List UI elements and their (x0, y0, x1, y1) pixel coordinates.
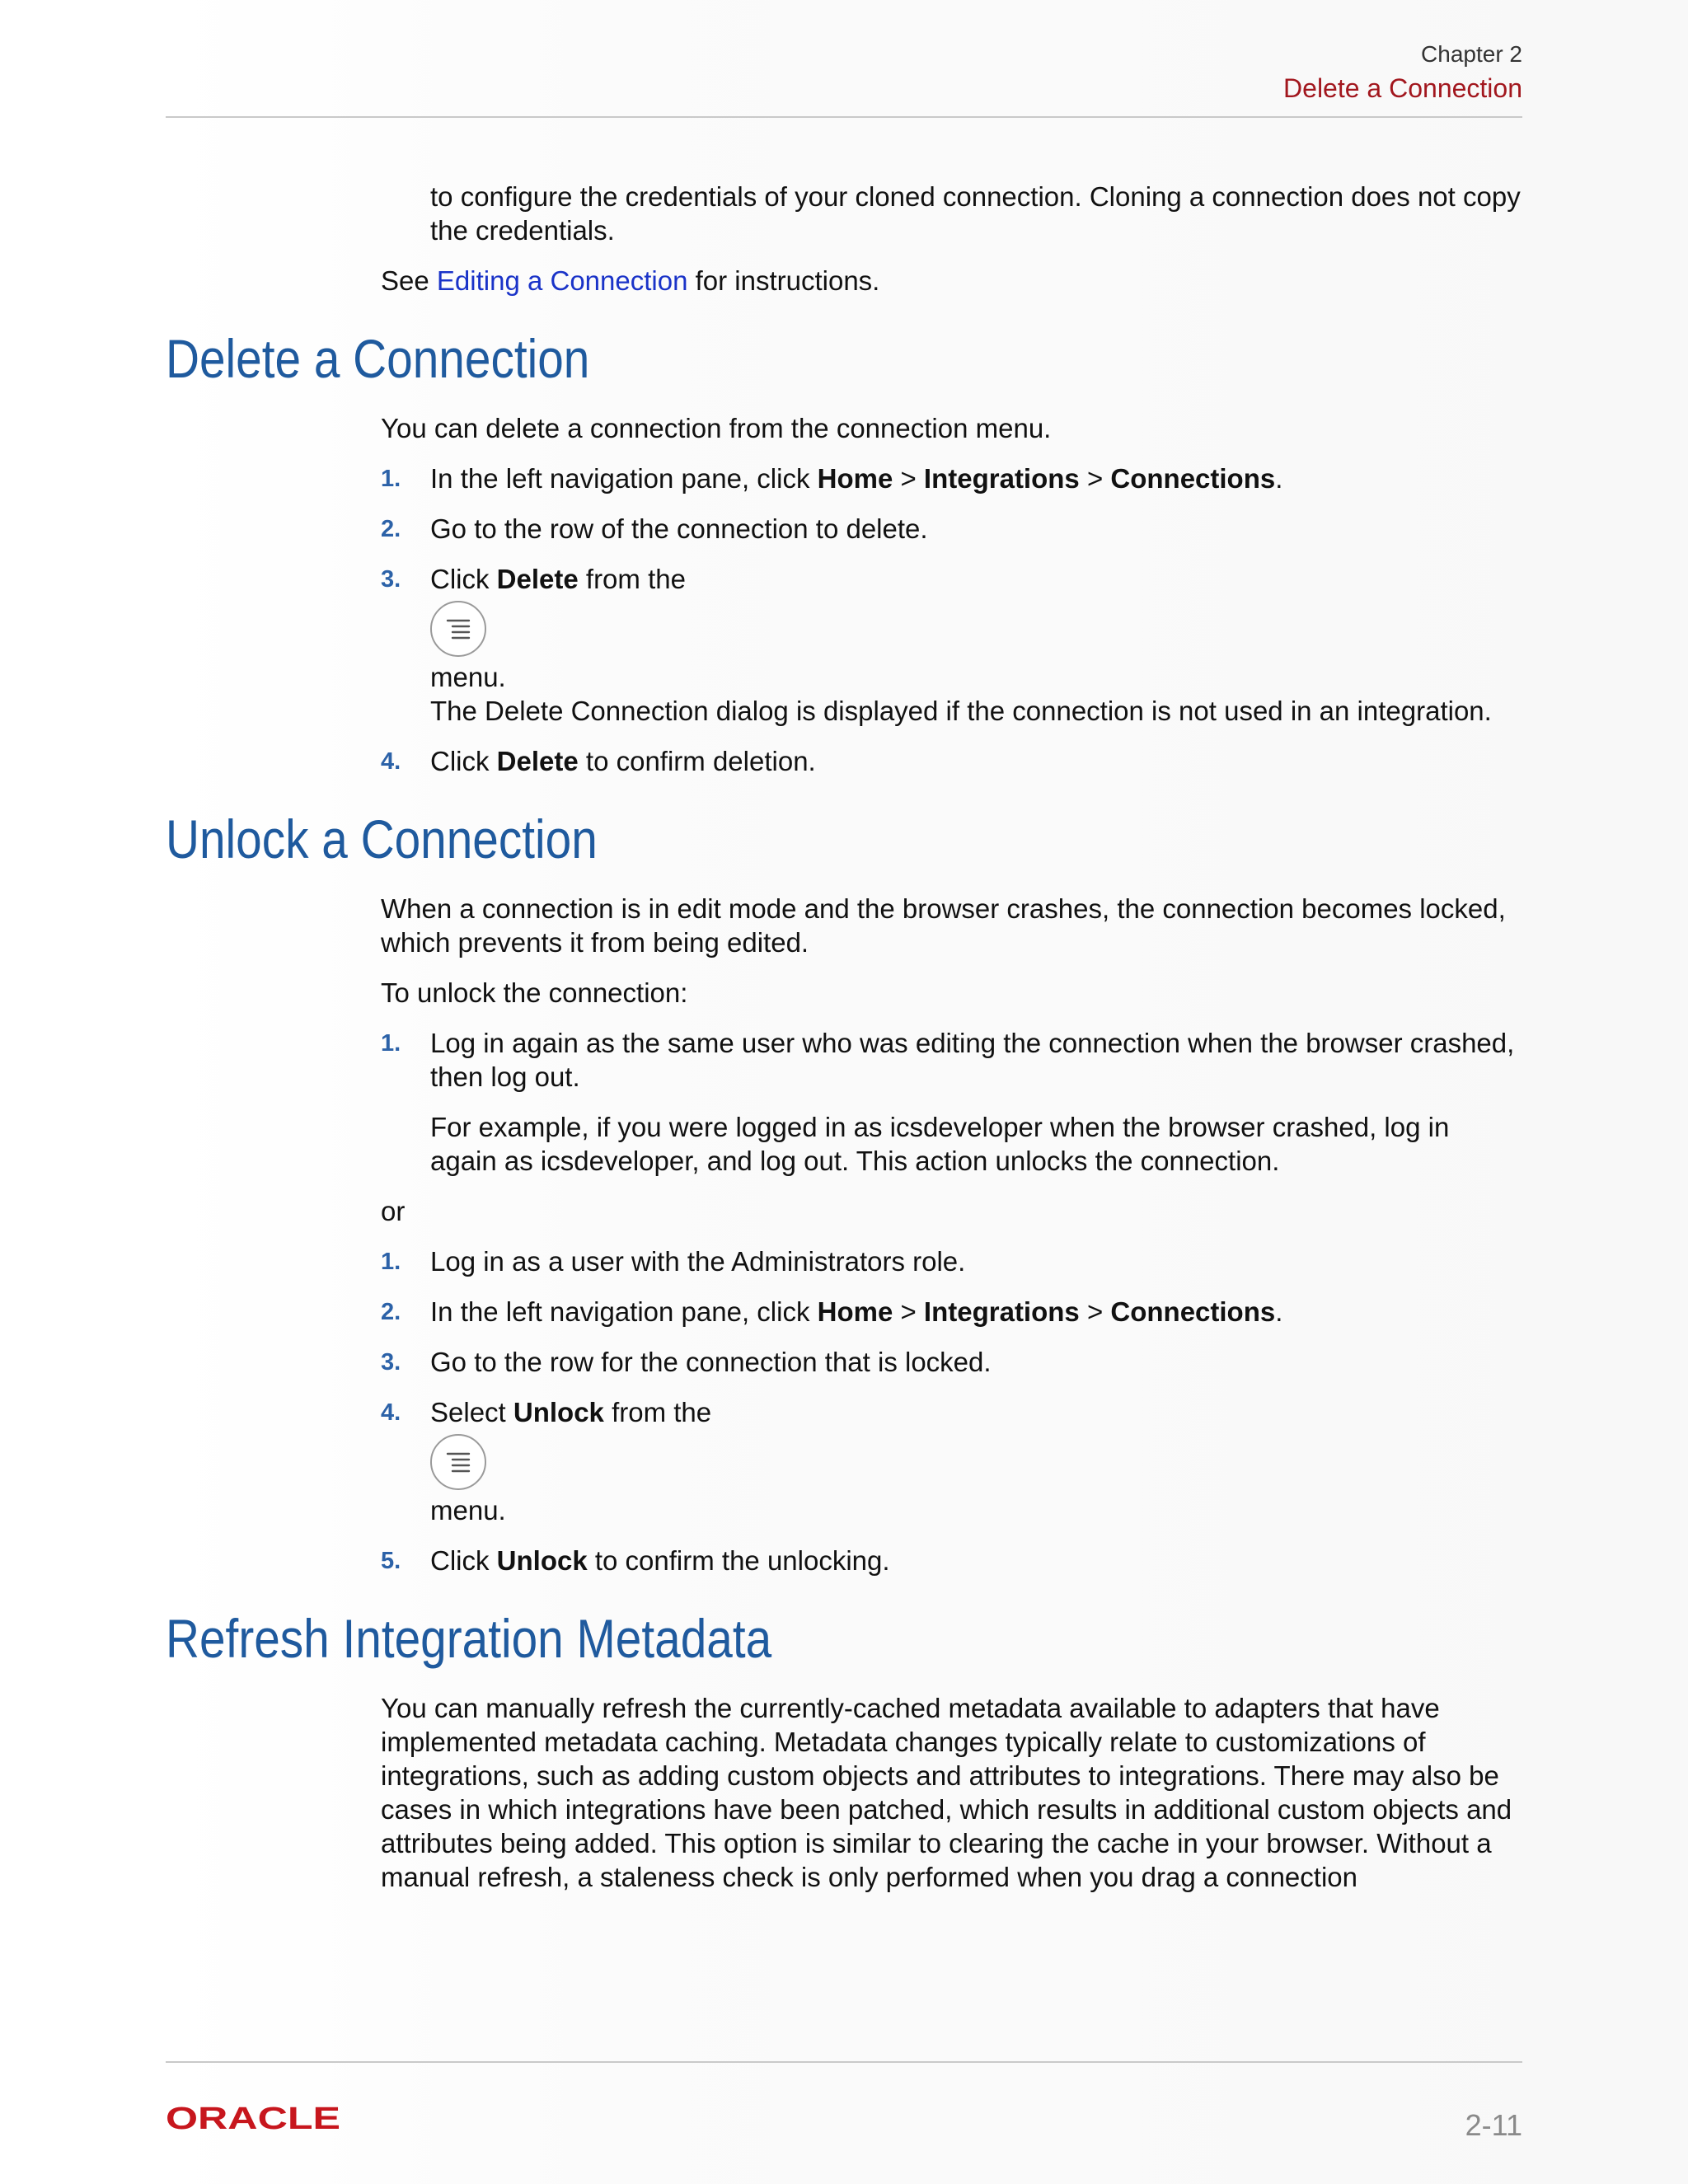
see-also (381, 264, 1522, 298)
logo-text: ORACLE (166, 2103, 340, 2131)
list-item: 4. Select Unlock from the menu. (381, 1397, 712, 1526)
step-note: The Delete Connection dialog is displayed if the connection is not used in an integration. (430, 696, 1492, 726)
step-number: 2. (381, 516, 401, 542)
list-item: 1. In the left navigation pane, click Home > Integrations > Connections. (381, 462, 1522, 495)
unlock-steps-b (381, 1244, 1522, 1577)
step-number: 4. (381, 1399, 401, 1426)
continued-text (381, 180, 1522, 298)
unlock-connection-section (166, 806, 1522, 1577)
list-item: 1. Log in again as the same user who was editing the connection when the browser crashed, then log out. For example, if you were logged in as icsdeveloper when the browser crashed, log in again as icsdeveloper, and log out. This action unlocks the connection. (381, 1026, 1522, 1178)
page-number: 2-11 (1465, 2108, 1522, 2142)
step-number: 1. (381, 1249, 401, 1275)
page-content (166, 180, 1522, 1910)
integrations-label: Integrations (923, 1296, 1080, 1327)
unlock-steps-a (381, 1026, 1522, 1178)
unlock-label: Unlock (513, 1397, 604, 1427)
connections-label: Connections (1110, 463, 1276, 494)
delete-steps (381, 462, 1522, 778)
step-number: 3. (381, 1349, 401, 1376)
step-number: 5. (381, 1548, 401, 1574)
editing-a-connection-link[interactable]: Editing a Connection (436, 265, 688, 296)
delete-intro: You can delete a connection from the connection menu. (381, 413, 1052, 443)
list-item: 2. Go to the row of the connection to delete. (381, 512, 1522, 546)
or-separator: or (381, 1196, 406, 1226)
see-prefix: See (381, 265, 437, 296)
delete-connection-section (166, 326, 1522, 778)
continued-paragraph: to configure the credentials of your cloned connection. Cloning a connection does not copy the credentials. (430, 181, 1521, 246)
list-item: 4. Click Delete to confirm deletion. (381, 744, 1522, 778)
unlock-intro: When a connection is in edit mode and the browser crashes, the connection becomes locked, which prevents it from being edited. (381, 893, 1506, 958)
footer-divider (166, 2061, 1522, 2063)
refresh-body: You can manually refresh the currently-cached metadata available to adapters that have implemented metadata caching. Metadata changes typically relate to customizations of integrations, such as adding custom objects and attributes to integrations. There may also be cases in which integrations have been patched, which results in additional custom objects and attributes being added. This option is similar to clearing the cache in your browser. Without a manual refresh, a staleness check is only performed when you drag a connection (381, 1693, 1512, 1892)
delete-label: Delete (496, 746, 579, 776)
unlock-connection-heading: Unlock a Connection (166, 808, 598, 869)
refresh-metadata-heading: Refresh Integration Metadata (166, 1608, 772, 1669)
delete-connection-heading: Delete a Connection (166, 328, 590, 389)
list-item: 3. Click Delete from the menu. The Delete Connection dialog is displayed if the connection is not used in an integration. (381, 562, 1522, 728)
step-number: 1. (381, 1030, 401, 1057)
step-number: 2. (381, 1299, 401, 1325)
actions-menu-icon (430, 1434, 486, 1490)
step-number: 1. (381, 466, 401, 492)
step-number: 4. (381, 748, 401, 775)
header-divider (166, 116, 1522, 118)
unlock-lead: To unlock the connection: (381, 977, 688, 1008)
integrations-label: Integrations (923, 463, 1080, 494)
oracle-logo (166, 2103, 347, 2131)
header-section-title: Delete a Connection (1283, 73, 1522, 103)
step-number: 3. (381, 566, 401, 593)
list-item: 1. Log in as a user with the Administrators role. (381, 1244, 1522, 1278)
home-label: Home (817, 463, 893, 494)
see-suffix: for instructions. (687, 265, 880, 296)
home-label: Home (817, 1296, 893, 1327)
connections-label: Connections (1110, 1296, 1276, 1327)
list-item: 3. Go to the row for the connection that is locked. (381, 1345, 1522, 1379)
actions-menu-icon (430, 601, 486, 657)
delete-label: Delete (496, 564, 579, 594)
list-item: 2. In the left navigation pane, click Home > Integrations > Connections. (381, 1295, 1522, 1329)
refresh-metadata-section (166, 1605, 1522, 1894)
unlock-label: Unlock (496, 1545, 588, 1576)
list-item: 5. Click Unlock to confirm the unlocking. (381, 1544, 1522, 1577)
step-note: For example, if you were logged in as icsdeveloper when the browser crashed, log in again as icsdeveloper, and log out. This action unlocks the connection. (430, 1112, 1450, 1176)
header-chapter: Chapter 2 (1421, 41, 1522, 67)
